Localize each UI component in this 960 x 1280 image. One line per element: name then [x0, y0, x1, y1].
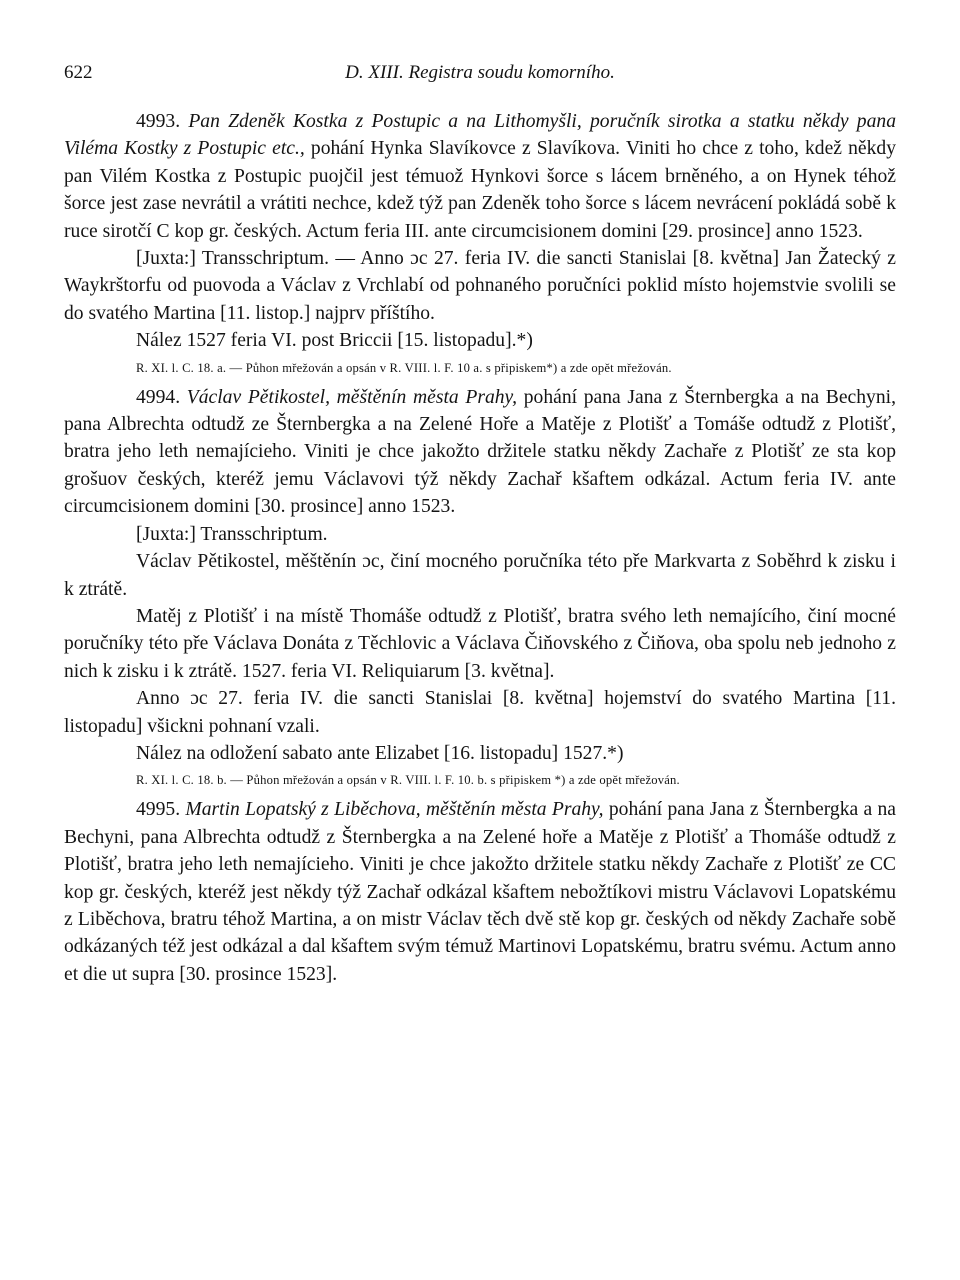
running-title: D. XIII. Registra soudu komorního.	[345, 62, 615, 83]
entry-paragraph: Nález 1527 feria VI. post Briccii [15. listopadu].*)	[136, 330, 533, 352]
entry-title: Václav Pětikostel, měštěnín města Prahy,	[186, 386, 518, 408]
entry-text: pohání Hynka Slavíkovce z Slavíkova. Viniti ho chce z toho, kdež někdy pan Vilém Kostka z Postupic puojčil jest témuož Hynkovi šorce s lácem brněného, a on Hynek téhož šorce jest zase nevrátil a vrátiti nechce, kdež týž pan Zdeněk toho šorce s lácem nevrácení pokládá sobě k ruce sirotčí C kop gr. českých. Actum feria III. ante circumcisionem domini [29. prosince] anno 1523.	[64, 138, 896, 242]
entry-text: pohání pana Jana z Šternbergka a na Bechyni, pana Albrechta odtudž z Šternbergka a na Zelené hoře a Matěje z Plotišť a Thomáše odtudž z Plotišť, bratra jeho leth nemajícieho. Viniti je chce jakožto držitele statku někdy Zachaře z Plotišť ze CC kop gr. českých, kteréž jest někdy týž Zachař odkázal kšaftem nebožtíkovi mistru Václavovi Lopatskému z Liběchova, bratru téhož Martina, a on mistr Václav těch dvě stě kop gr. českých od někdy Zachaře sobě odkázaných též jest odkázal a dal kšaftem svým témuž Martinovi Lopatskému, bratru svému. Actum anno et die ut supra [30. prosince 1523].	[64, 799, 896, 985]
entry-title: Pan Zdeněk Kostka z Postupic a na Lithomyšli, poručník sirotka a statku někdy pana Viléma Kostky z Postupic etc.,	[64, 111, 896, 160]
document-body	[64, 108, 896, 988]
entry-paragraph: Matěj z Plotišť i na místě Thomáše odtudž z Plotišť, bratra svého leth nemajícího, činí mocné poručníky této pře Václava Donáta z Těchlovic a Václava Čiňovského z Čiňova, oba spolu neb jednoho z nich k zisku i k ztrátě. 1527. feria VI. Reliquiarum [3. května].	[64, 605, 896, 682]
source-note: R. XI. l. C. 18. a. — Půhon mřežován a opsán v R. VIII. l. F. 10 a. s připiskem*) a zde opět mřežován.	[136, 360, 672, 375]
entry-paragraph: [Juxta:] Transschriptum. — Anno ɔc 27. feria IV. die sancti Stanislai [8. května] Jan Žatecký z Waykrštorfu od puovoda a Václav z Vrchlabí od pohnaného poručníci poklid místo hojemstvie svolili se do svatého Martina [11. listop.] najprv příštího.	[64, 248, 896, 324]
source-note: R. XI. l. C. 18. b. — Půhon mřežován a opsán v R. VIII. l. F. 10. b. s připiskem *) a zde opět mřežován.	[136, 773, 680, 788]
page-number: 622	[64, 62, 93, 83]
entry-number: 4995.	[136, 799, 181, 821]
entry-title: Martin Lopatský z Liběchova, měštěnín města Prahy,	[185, 799, 604, 821]
entry-number: 4993.	[136, 111, 181, 132]
entry-paragraph: Nález na odložení sabato ante Elizabet [16. listopadu] 1527.*)	[136, 742, 624, 764]
entry-paragraph: [Juxta:] Transschriptum.	[136, 523, 328, 545]
entry-4993	[64, 108, 896, 245]
entry-paragraph: Václav Pětikostel, měštěnín ɔc, činí mocného poručníka této pře Markvarta z Soběhrd k zisku i k ztrátě.	[64, 551, 896, 600]
entry-text: pohání pana Jana z Šternbergka a na Bechyni, pana Albrechta odtudž ze Šternbergka a na Zelené Hoře a Matěje z Plotišť a Tomáše odtudž z Plotišť, bratra jeho leth nemajícieho. Viniti je chce jakožto držitele statku někdy Zachaře z Plotišť ze sta kop grošuov českých, kteréž jemu Václavovi týž někdy Zachař kšaftem odkázal. Actum feria IV. ante circumcisionem domini [30. prosince] anno 1523.	[64, 386, 896, 518]
entry-4995	[64, 796, 896, 988]
entry-paragraph: Anno ɔc 27. feria IV. die sancti Stanislai [8. května] hojemství do svatého Martina [11. listopadu] všickni pohnaní vzali.	[64, 688, 896, 737]
entry-number: 4994.	[136, 386, 181, 408]
page-header	[64, 62, 896, 88]
entry-4994	[64, 384, 896, 521]
